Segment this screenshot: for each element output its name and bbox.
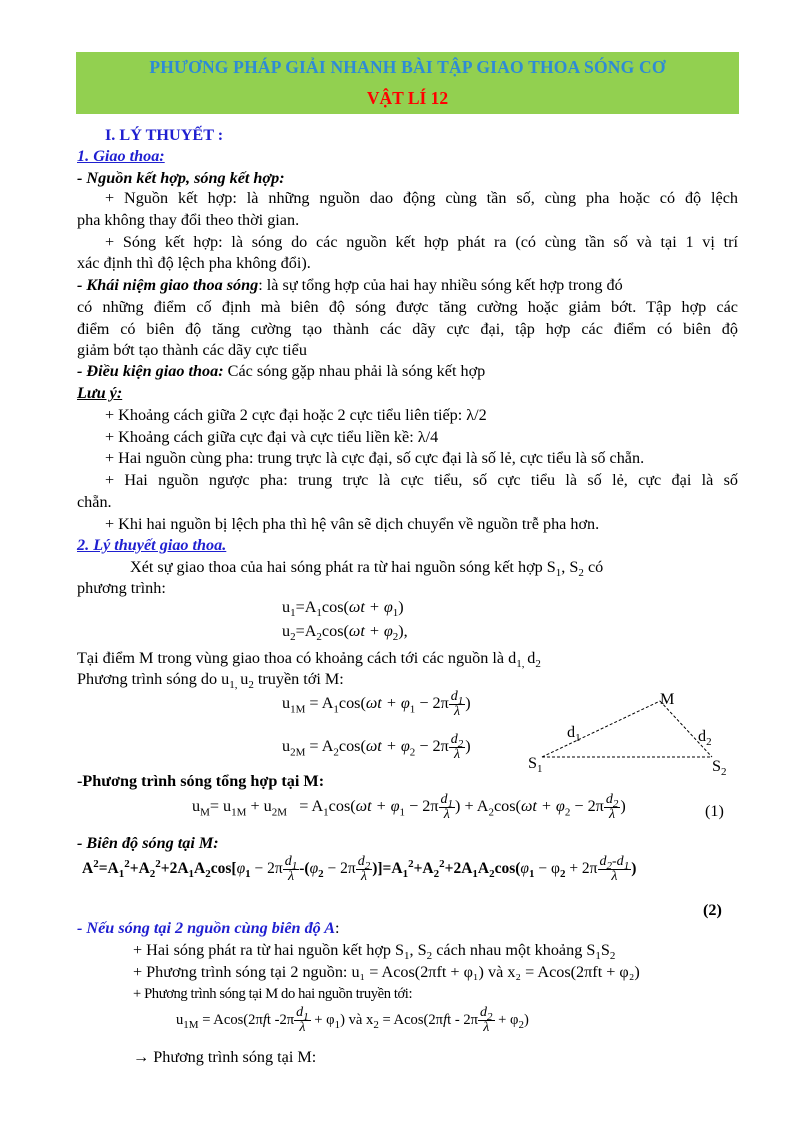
note-item: + Hai nguồn cùng pha: trung trực là cực đại, số cực đại là số lẻ, cực tiểu là số chẵn.	[105, 449, 645, 467]
diagram-label-s1: $S_1$	[528, 754, 543, 776]
text-line: + Phương trình sóng tại M do hai nguồn truyền tới:	[133, 986, 413, 1002]
text-line: Xét sự giao thoa của hai sóng phát ra từ hai nguồn sóng kết hợp $S_1$, $S_2$ có	[130, 558, 604, 580]
text-line: : là sự tổng hợp của hai hay nhiều sóng kết hợp trong đó	[258, 276, 623, 294]
section-heading: I. LÝ THUYẾT :	[105, 126, 224, 144]
text-line: Phương trình sóng do $u_{1,}$ $u_2$ truyền tới M:	[77, 670, 344, 692]
equation-sources: $u_{1M} = Acos(2\pi ft$ -2π $\frac{d_1}{\lambda}$ + $\varphi_1$) và $x_2 = Acos(2\pi ft - 2\pi$ $\frac{d_2}{\lambda}$ + $\varphi_2$)	[176, 1005, 529, 1035]
equation-u1: $u_1=A_1\cos(\omega t + \varphi_1)$	[282, 598, 404, 620]
text-line: pha không thay đổi theo thời gian.	[77, 211, 300, 229]
diagram-label-d2: $d_2$	[698, 727, 712, 749]
neu-heading: - Nếu sóng tại 2 nguồn cùng biên độ A:	[77, 919, 340, 937]
equation-uM: $u_M= u_{1M} + u_{2M} = A_1\cos(\omega t + \varphi_1 - 2\pi$ $\frac{d_1}{\lambda}$ ) + $A_2\cos(\omega t + \varphi_2 - 2\pi$ $\frac{d_2}{\lambda}$ )	[192, 792, 626, 822]
note-heading: Lưu ý:	[77, 384, 123, 402]
text-line: + Nguồn kết hợp: là những nguồn dao động cùng tần số, cùng pha hoặc có độ lệch	[105, 189, 738, 207]
text-line: giảm bớt tạo thành các dãy cực tiểu	[77, 341, 307, 359]
document-title: PHƯƠNG PHÁP GIẢI NHANH BÀI TẬP GIAO THOA SÓNG CƠ	[149, 57, 666, 77]
text-line: + Phương trình sóng tại 2 nguồn: u₁ = Acos(2πft + φ₁) và x₂ = Acos(2πft + φ₂)	[133, 963, 640, 981]
note-item: chẵn.	[77, 493, 112, 511]
tonghop-heading: -Phương trình sóng tổng hợp tại M:	[77, 772, 325, 790]
document-subtitle: VẬT LÍ 12	[366, 88, 449, 108]
khainiem-line	[77, 275, 623, 295]
biendo-heading: - Biên độ sóng tại M:	[77, 834, 219, 852]
note-item: + Hai nguồn ngược pha: trung trực là cực tiểu, số cực tiểu là số lẻ, cực đại là số	[105, 471, 738, 489]
equation-number: (2)	[703, 901, 722, 919]
text-line: có những điểm cố định mà biên độ sóng được tăng cường hoặc giảm bớt. Tập hợp các	[77, 298, 738, 316]
diagram-label-d1: $d_1$	[567, 723, 581, 745]
diagram-label-s2: $S_2$	[712, 757, 727, 779]
line-s1-m	[542, 701, 660, 757]
dieukien-heading: - Điều kiện giao thoa:	[77, 362, 224, 380]
note-item: + Khi hai nguồn bị lệch pha thì hệ vân sẽ dịch chuyển về nguồn trễ pha hơn.	[105, 515, 600, 533]
subheading-giao-thoa: 1. Giao thoa:	[77, 147, 165, 165]
text-line: Tại điểm M trong vùng giao thoa có khoảng cách tới các nguồn là $d_{1,}$ $d_2$	[77, 649, 541, 671]
note-item: + Khoảng cách giữa cực đại và cực tiểu liền kề: λ/4	[105, 428, 439, 446]
khainiem-heading: - Khái niệm giao thoa sóng	[77, 276, 259, 294]
equation-u2M: $u_{2M} = A_2\cos(\omega t + \varphi_2 - 2\pi$ $\frac{d_2}{\lambda}$ )	[282, 732, 471, 762]
text-line: phương trình:	[77, 579, 166, 597]
text-line: + Sóng kết hợp: là sóng do các nguồn kết hợp phát ra (có cùng tần số và tại 1 vị trí	[105, 233, 738, 251]
text-line: xác định thì độ lệch pha không đổi).	[77, 254, 311, 272]
text-line: điểm có biên độ tăng cường tạo thành các dãy cực đại, tập hợp các điểm có biên độ	[77, 320, 738, 338]
equation-amplitude: $A^2=A_1^2+A_2^2+2A_1A_2\cos[\varphi_1 - 2\pi$ $\frac{d_1}{\lambda}$ $-(\varphi_2 - 2\pi$ $\frac{d_2}{\lambda}$ )]$=A_1^2+A_2^2+2A_1A_2\cos(\varphi_1 - \varphi_2 + 2\pi$ $\frac{d_2-d_1}{\lambda}$ )	[82, 854, 637, 884]
subheading-ly-thuyet: 2. Lý thuyết giao thoa.	[77, 536, 227, 554]
text-line: Các sóng gặp nhau phải là sóng kết hợp	[223, 362, 486, 380]
title-banner	[76, 52, 739, 114]
equation-u2: $u_2=A_2\cos(\omega t + \varphi_2)$,	[282, 622, 408, 644]
text-line: + Hai sóng phát ra từ hai nguồn kết hợp $S_1$, $S_2$ cách nhau một khoảng $S_1S_2$	[133, 941, 616, 963]
diagram-label-m: M	[660, 690, 675, 708]
text-line: → Phương trình sóng tại M:	[133, 1048, 317, 1066]
dieukien-line	[77, 361, 485, 381]
note-item: + Khoảng cách giữa 2 cực đại hoặc 2 cực tiểu liên tiếp: λ/2	[105, 406, 487, 424]
equation-number: (1)	[705, 802, 724, 820]
kethop-heading: - Nguồn kết hợp, sóng kết hợp:	[77, 169, 285, 187]
equation-u1M: $u_{1M} = A_1\cos(\omega t + \varphi_1 - 2\pi$ $\frac{d_1}{\lambda}$ )	[282, 689, 471, 719]
